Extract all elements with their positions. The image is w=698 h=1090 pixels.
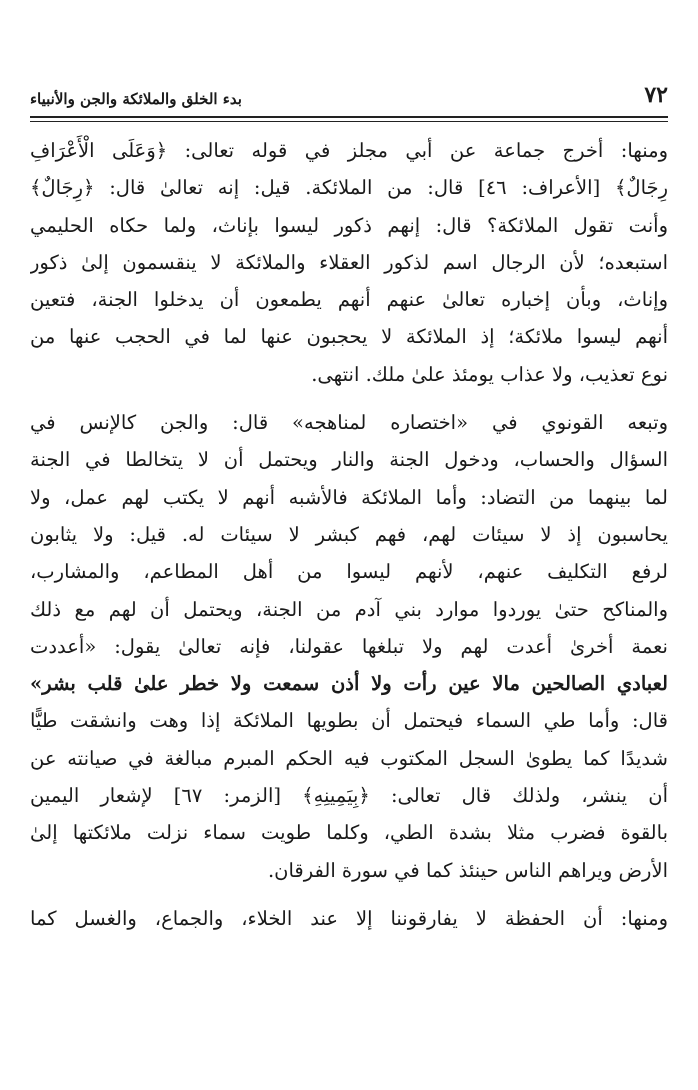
paragraph-2 xyxy=(30,404,668,889)
text-line: وإناث، وبأن إخباره تعالىٰ عنهم أنهم يطمعون أن يدخلوا الجنة، فتعين xyxy=(30,288,668,312)
text-line: وتبعه القونوي في «اختصاره لمناهجه» قال: والجن كالإنس في xyxy=(30,411,668,435)
text-line: والمناكح حتىٰ يوردوا موارد بني آدم من الجنة، ويحتمل أن لهم مع ذلك xyxy=(30,597,668,621)
paragraph-3 xyxy=(30,900,668,937)
text-line: أن ينشر، ولذلك قال تعالى: ﴿بِيَمِينِهِ﴾ [الزمر: ٦٧] لإشعار اليمين xyxy=(30,784,668,808)
text-line: ومنها: أن الحفظة لا يفارقوننا إلا عند الخلاء، والجماع، والغسل كما xyxy=(30,906,668,930)
text-line: نوع تعذيب، ولا عذاب يومئذ علىٰ ملك. انتهى. xyxy=(311,362,668,386)
text-line: شديدًا كما يطوىٰ السجل المكتوب فيه الحكم المبرم مبالغة في صيانته عن xyxy=(30,746,668,770)
text-line: وأنت تقول الملائكة؟ قال: إنهم ذكور ليسوا بإناث، ولما حكاه الحليمي xyxy=(30,213,668,237)
text-line: لرفع التكليف عنهم، لأنهم ليسوا من أهل المطاعم، والمشارب، xyxy=(30,560,668,584)
text-line: السؤال والحساب، ودخول الجنة والنار ويحتمل أن لا يتخالطا في الجنة xyxy=(30,448,668,472)
text-line-hadith: لعبادي الصالحين مالا عين رأت ولا أذن سمعت ولا خطر علىٰ قلب بشر» xyxy=(30,672,668,696)
page-header xyxy=(30,78,668,108)
text-line: يحاسبون إذ لا سيئات لهم، فهم كبشر لا سيئات له. قيل: ولا يثابون xyxy=(30,522,668,546)
body-text xyxy=(30,132,668,948)
text-line: ومنها: أخرج جماعة عن أبي مجلز في قوله تعالى: ﴿وَعَلَى الْأَعْرَافِ xyxy=(30,139,668,162)
text-line: قال: وأما طي السماء فيحتمل أن بطويها الملائكة إذا وهت وانشقت طيًّا xyxy=(30,709,668,733)
page-number: ٧٢ xyxy=(644,82,668,108)
header-rule-thin xyxy=(30,121,668,122)
text-line: استبعده؛ لأن الرجال اسم لذكور العقلاء والملائكة لا ينقسمون إلىٰ ذكور xyxy=(30,250,668,274)
text-line: بالقوة فضرب مثلا بشدة الطي، وكلما طويت سماء نزلت ملائكتها إلىٰ xyxy=(30,821,668,845)
text-line: نعمة أخرىٰ أعدت لهم ولا تبلغها عقولنا، فإنه تعالىٰ يقول: «أعددت xyxy=(30,634,668,658)
header-rule-thick xyxy=(30,116,668,118)
text-line: لما بينهما من التضاد: وأما الملائكة فالأشبه أنهم لا يكتب لهم عمل، ولا xyxy=(30,485,668,509)
paragraph-1 xyxy=(30,132,668,393)
text-line: رِجَالٌ﴾ [الأعراف: ٤٦] قال: من الملائكة. قيل: إنه تعالىٰ قال: ﴿رِجَالٌ﴾ xyxy=(30,176,668,200)
text-line: أنهم ليسوا ملائكة؛ إذ الملائكة لا يحجبون عنها لما في الحجب عنها من xyxy=(30,325,668,349)
running-title: بدء الخلق والملائكة والجن والأنبياء xyxy=(30,90,242,108)
text-line: الأرض ويراهم الناس حينئذ كما في سورة الفرقان. xyxy=(267,858,668,882)
